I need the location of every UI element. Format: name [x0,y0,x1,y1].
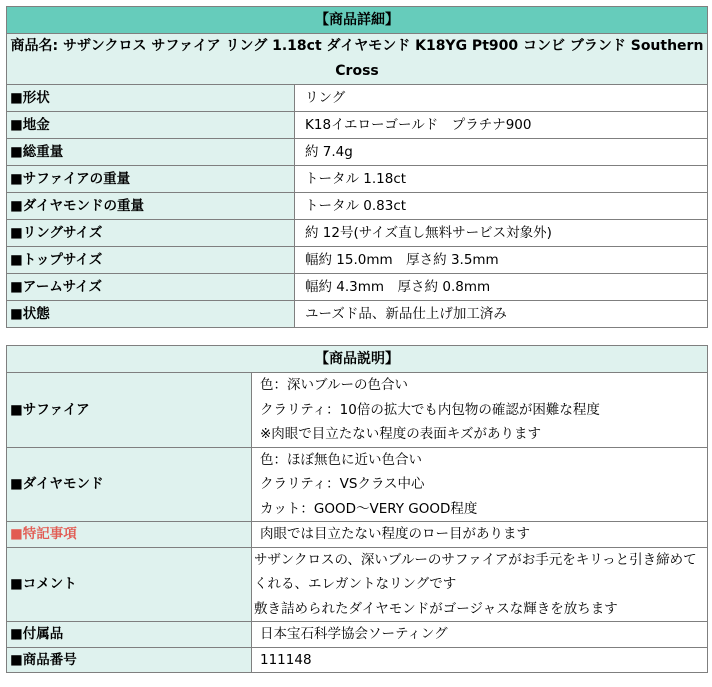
row-value-sapphire-weight: トータル 1.18ct [295,166,708,193]
row-label-ring-size: ■リングサイズ [7,220,295,247]
row-label-total-weight: ■総重量 [7,139,295,166]
row-value-ring-size: 約 12号(サイズ直し無料サービス対象外) [295,220,708,247]
row-label-metal: ■地金 [7,112,295,139]
diamond-details [252,447,708,522]
row-value-shape: リング [295,85,708,112]
accessories-value: 日本宝石科学協会ソーティング [252,622,708,648]
notes-value: 肉眼では目立たない程度のロー目があります [252,522,708,548]
row-label-top-size: ■トップサイズ [7,247,295,274]
notes-label: ■特記事項 [7,522,252,548]
accessories-label: ■付属品 [7,622,252,648]
sapphire-line: ※肉眼で目立たない程度の表面キズがあります [260,426,542,442]
sapphire-details [252,373,708,448]
diamond-line: クラリティ：VSクラス中心 [260,476,425,492]
row-label-sapphire-weight: ■サファイアの重量 [7,166,295,193]
diamond-line: 色：ほぼ無色に近い色合い [260,451,422,468]
row-value-total-weight: 約 7.4g [295,139,708,166]
comment-details [252,547,708,622]
item-number-label: ■商品番号 [7,647,252,673]
diamond-line: カット：GOOD～VERY GOOD程度 [260,500,478,517]
comment-line: 敷き詰められたダイヤモンドがゴージャスな輝きを放ちます [254,600,618,617]
item-number-value: 111148 [252,647,708,673]
comment-line: サザンクロスの、深いブルーのサファイアがお手元をキリっと引き締めてくれる、エレガントなリングです [254,551,697,592]
product-detail-table [6,6,708,328]
description-title: 【商品説明】 [7,346,708,373]
sapphire-label: ■サファイア [7,373,252,448]
row-label-arm-size: ■アームサイズ [7,274,295,301]
diamond-label: ■ダイヤモンド [7,447,252,522]
row-value-diamond-weight: トータル 0.83ct [295,193,708,220]
row-value-metal: K18イエローゴールド プラチナ900 [295,112,708,139]
product-name: 商品名: サザンクロス サファイア リング 1.18ct ダイヤモンド K18YG Pt900 コンビ ブランド Southern Cross [7,34,708,85]
sapphire-line: クラリティ：10倍の拡大でも内包物の確認が困難な程度 [260,401,600,418]
comment-label: ■コメント [7,547,252,622]
row-label-shape: ■形状 [7,85,295,112]
row-label-condition: ■状態 [7,301,295,328]
row-value-condition: ユーズド品、新品仕上げ加工済み [295,301,708,328]
product-description-table [6,345,708,673]
row-value-top-size: 幅約 15.0mm 厚さ約 3.5mm [295,247,708,274]
row-label-diamond-weight: ■ダイヤモンドの重量 [7,193,295,220]
sapphire-line: 色：深いブルーの色合い [260,377,408,393]
detail-title: 【商品詳細】 [7,7,708,34]
row-value-arm-size: 幅約 4.3mm 厚さ約 0.8mm [295,274,708,301]
